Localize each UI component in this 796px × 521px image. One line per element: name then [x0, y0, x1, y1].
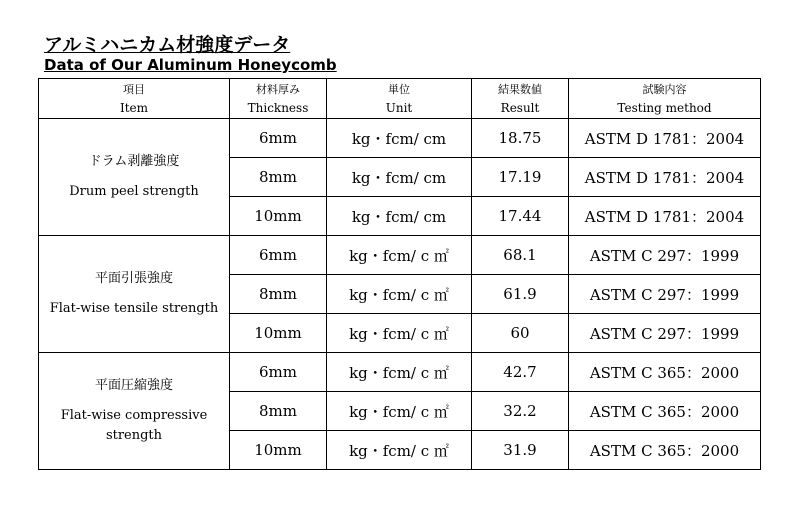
page-title-jp: アルミハニカム材強度データ: [44, 34, 291, 56]
method-cell: ASTM C 365：2000: [569, 431, 761, 470]
category-name-jp: ドラム剥離強度: [88, 154, 180, 169]
thickness-cell: 10mm: [230, 431, 327, 470]
result-cell: 17.19: [472, 158, 569, 197]
header-unit-en: Unit: [385, 100, 413, 115]
result-cell: 32.2: [472, 392, 569, 431]
thickness-cell: 6mm: [230, 353, 327, 392]
unit-cell: kg・fcm/ c ㎡: [327, 314, 472, 353]
header-thickness-en: Thickness: [247, 100, 309, 115]
table-row: [39, 236, 761, 275]
page-title-en: Data of Our Aluminum Honeycomb: [44, 56, 337, 74]
header-thickness-jp: 材料厚み: [256, 82, 300, 96]
header-unit-jp: 単位: [388, 82, 410, 96]
header-item: [39, 79, 230, 119]
header-thickness: [230, 79, 327, 119]
header-unit: [327, 79, 472, 119]
result-cell: 68.1: [472, 236, 569, 275]
table-header-row: [39, 79, 761, 119]
category-cell-drum-peel: [39, 119, 230, 236]
result-cell: 31.9: [472, 431, 569, 470]
unit-cell: kg・fcm/ cm: [327, 158, 472, 197]
unit-cell: kg・fcm/ c ㎡: [327, 236, 472, 275]
unit-cell: kg・fcm/ c ㎡: [327, 275, 472, 314]
result-cell: 60: [472, 314, 569, 353]
category-cell-flatwise-tensile: [39, 236, 230, 353]
method-cell: ASTM C 297：1999: [569, 236, 761, 275]
method-cell: ASTM D 1781：2004: [569, 158, 761, 197]
strength-data-table: [38, 78, 761, 470]
method-cell: ASTM D 1781：2004: [569, 119, 761, 158]
header-testing-method: [569, 79, 761, 119]
header-testing-method-en: Testing method: [617, 100, 712, 115]
thickness-cell: 6mm: [230, 236, 327, 275]
header-item-jp: 項目: [123, 82, 145, 96]
thickness-cell: 8mm: [230, 158, 327, 197]
header-item-en: Item: [119, 100, 149, 115]
thickness-cell: 8mm: [230, 275, 327, 314]
unit-cell: kg・fcm/ c ㎡: [327, 353, 472, 392]
category-name-en: Flat-wise tensile strength: [49, 301, 219, 316]
table-row: [39, 353, 761, 392]
category-name-en: Drum peel strength: [69, 184, 199, 199]
method-cell: ASTM C 297：1999: [569, 314, 761, 353]
header-result-en: Result: [500, 100, 540, 115]
table-row: [39, 119, 761, 158]
thickness-cell: 10mm: [230, 197, 327, 236]
header-result-jp: 結果数値: [498, 82, 542, 96]
unit-cell: kg・fcm/ c ㎡: [327, 431, 472, 470]
method-cell: ASTM C 365：2000: [569, 353, 761, 392]
unit-cell: kg・fcm/ c ㎡: [327, 392, 472, 431]
category-name-jp: 平面引張強度: [94, 271, 173, 286]
result-cell: 18.75: [472, 119, 569, 158]
method-cell: ASTM D 1781：2004: [569, 197, 761, 236]
thickness-cell: 10mm: [230, 314, 327, 353]
category-name-en: Flat-wise compressive strength: [60, 408, 208, 443]
header-result: [472, 79, 569, 119]
thickness-cell: 8mm: [230, 392, 327, 431]
method-cell: ASTM C 297：1999: [569, 275, 761, 314]
result-cell: 17.44: [472, 197, 569, 236]
result-cell: 42.7: [472, 353, 569, 392]
result-cell: 61.9: [472, 275, 569, 314]
unit-cell: kg・fcm/ cm: [327, 119, 472, 158]
method-cell: ASTM C 365：2000: [569, 392, 761, 431]
category-name-jp: 平面圧縮強度: [94, 378, 173, 393]
thickness-cell: 6mm: [230, 119, 327, 158]
category-cell-flatwise-compressive: [39, 353, 230, 470]
header-testing-method-jp: 試験内容: [642, 82, 687, 96]
unit-cell: kg・fcm/ cm: [327, 197, 472, 236]
